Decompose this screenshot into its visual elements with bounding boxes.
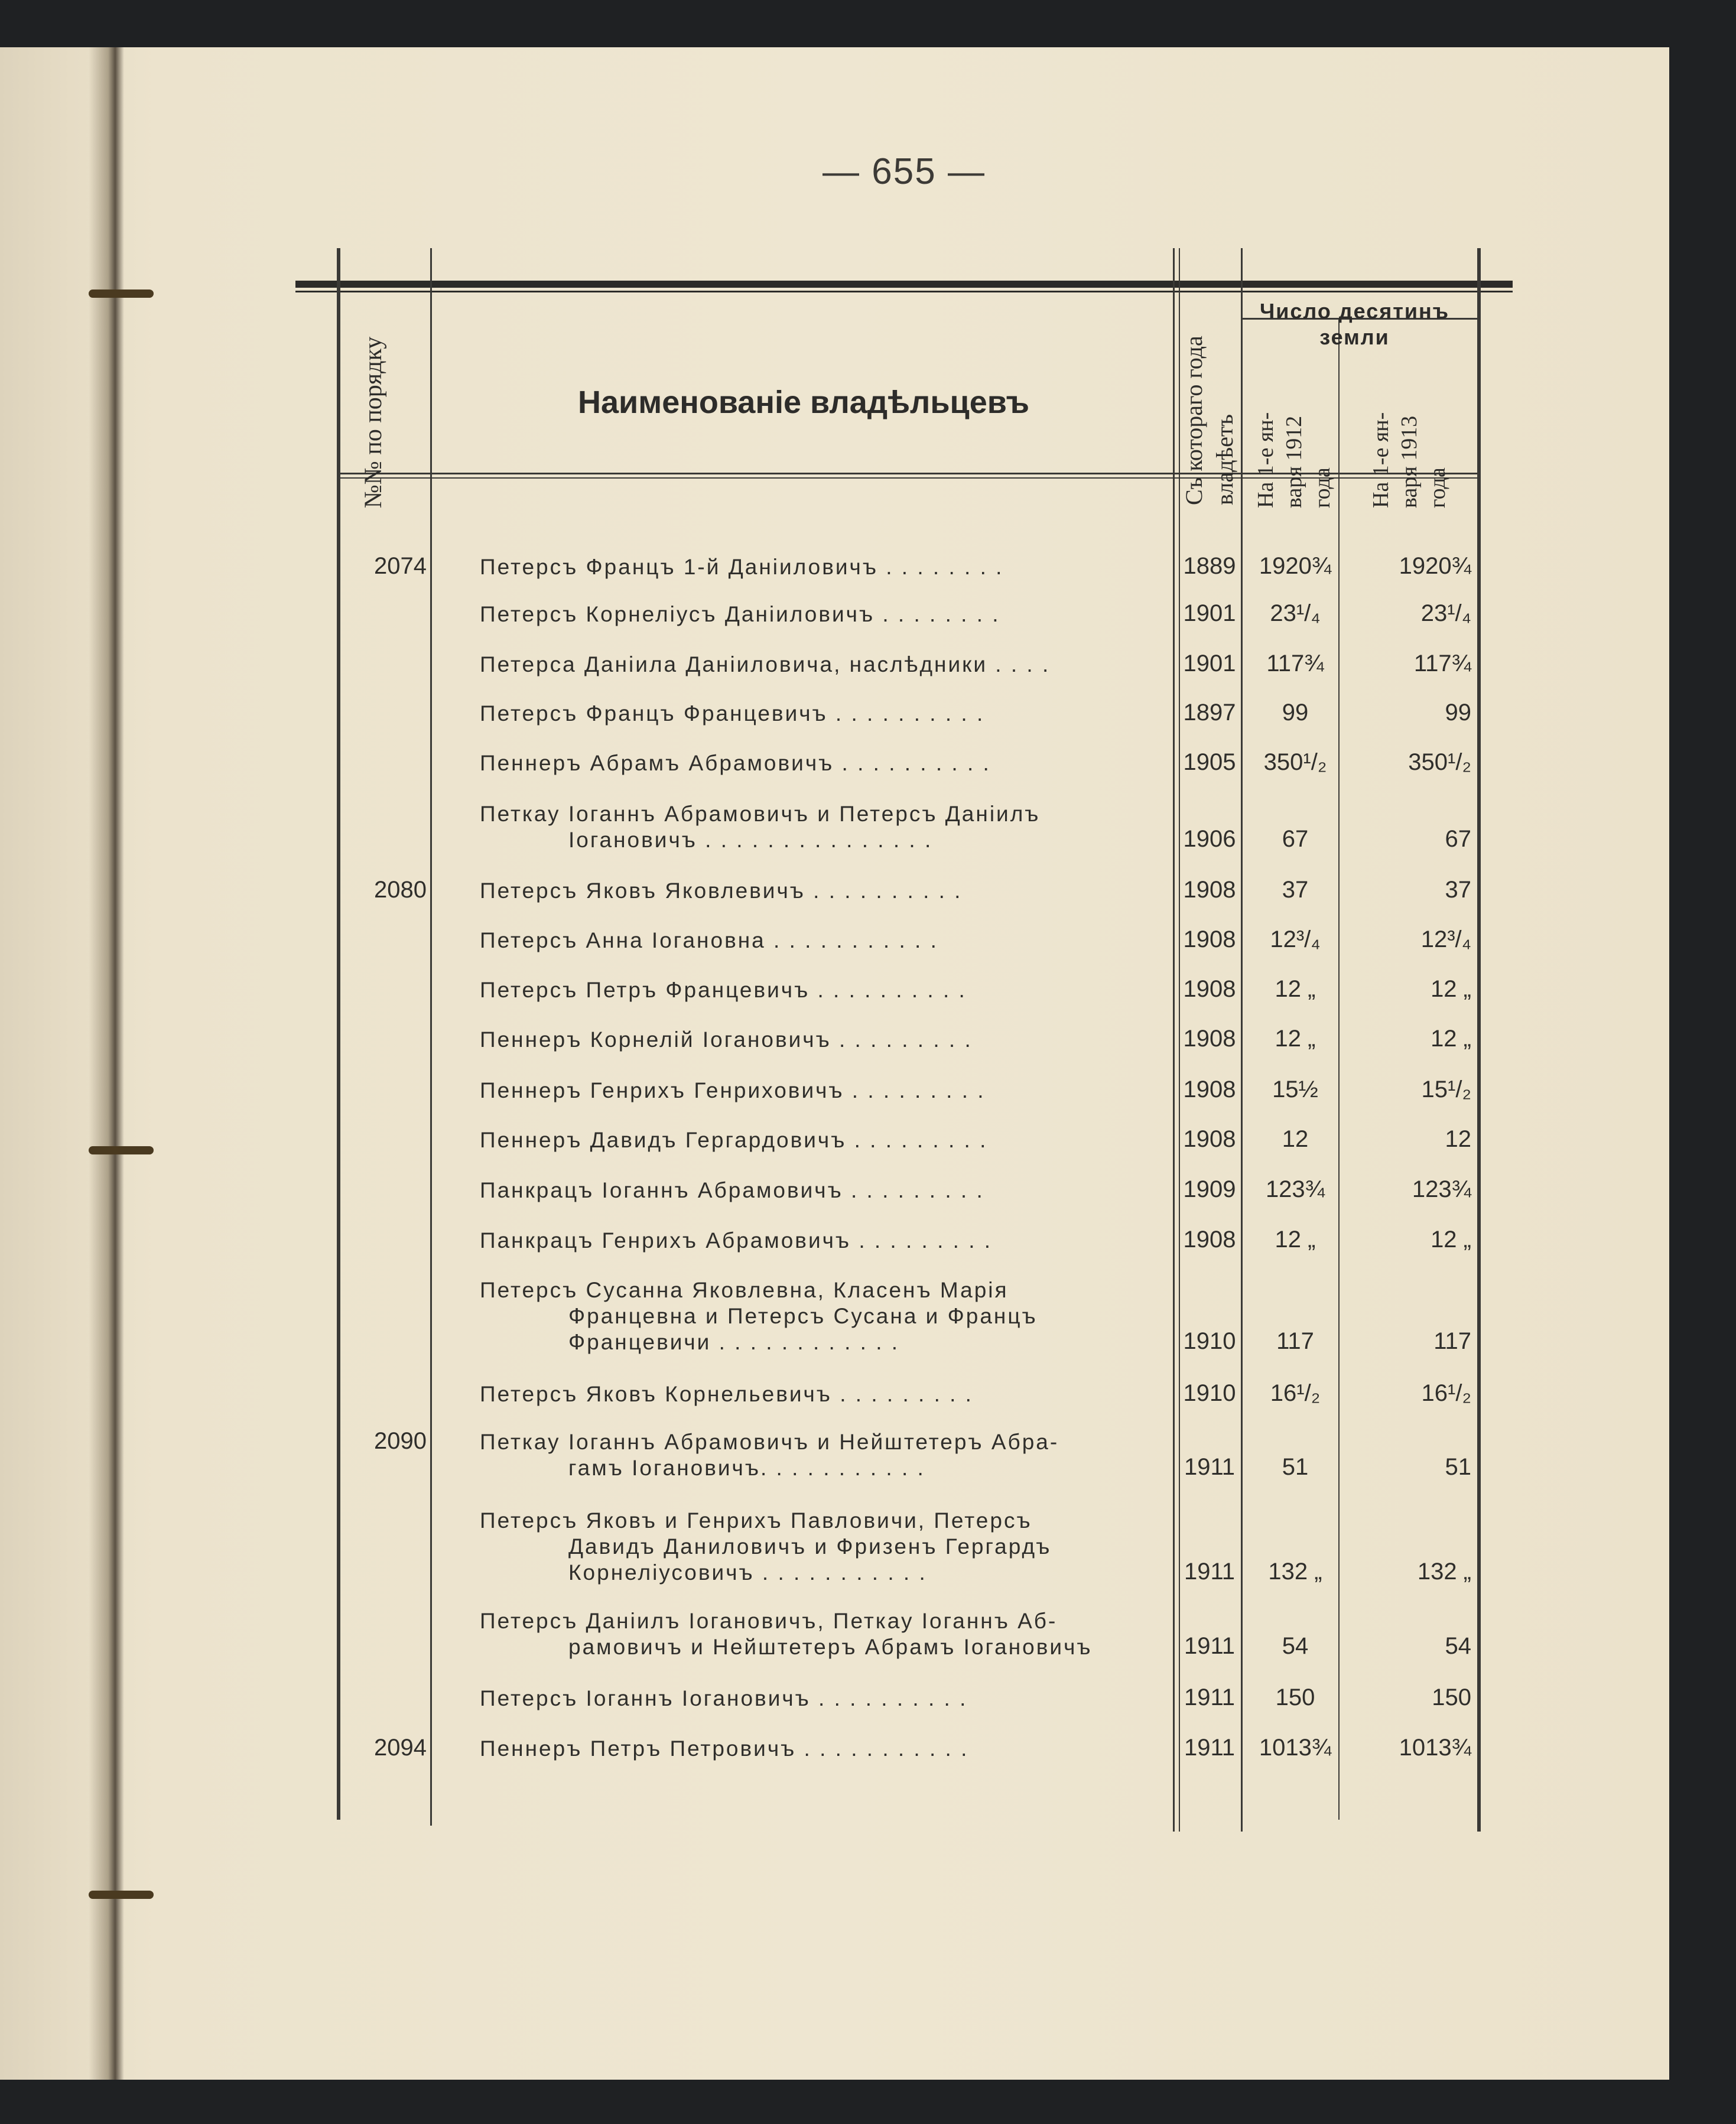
area-1913: 12 bbox=[1445, 1126, 1471, 1152]
owner-name-line: Давидъ Даниловичъ и Фризенъ Гергардъ bbox=[568, 1534, 1052, 1559]
column-divider bbox=[1338, 319, 1340, 1820]
owner-name-line: Петерсъ Яковъ Корнельевичъ . . . . . . . . . bbox=[480, 1382, 973, 1406]
owner-name-line: Пеннеръ Корнелій Іогановичъ . . . . . . . . . bbox=[480, 1027, 973, 1052]
area-1913: 132 „ bbox=[1417, 1559, 1471, 1585]
area-1913: 1920¾ bbox=[1399, 553, 1471, 579]
area-1912: 99 bbox=[1282, 700, 1309, 726]
area-1912: 12 „ bbox=[1275, 976, 1316, 1002]
area-1913: 1013¾ bbox=[1399, 1735, 1471, 1761]
header-1913 bbox=[1359, 369, 1459, 511]
binding-stitch bbox=[89, 1146, 154, 1154]
area-1912: 12 „ bbox=[1275, 1227, 1316, 1253]
owner-name-line: Іогановичъ . . . . . . . . . . . . . . . bbox=[568, 828, 933, 852]
owner-name-line: Петерса Даніила Даніиловича, наслѣдники . . . . bbox=[480, 652, 1051, 676]
owner-name bbox=[480, 1381, 1171, 1407]
since-year: 1908 bbox=[1183, 976, 1236, 1002]
area-1912: 150 bbox=[1275, 1684, 1315, 1710]
since-year: 1889 bbox=[1183, 553, 1236, 579]
owner-name-line: Пеннеръ Петръ Петровичъ . . . . . . . . . . . bbox=[480, 1736, 969, 1761]
owner-name bbox=[480, 554, 1171, 580]
row-number: 2090 bbox=[374, 1428, 427, 1454]
column-divider bbox=[1173, 248, 1175, 1832]
header-1912 bbox=[1244, 369, 1344, 511]
area-1912: 16¹/₂ bbox=[1270, 1380, 1321, 1406]
area-1912: 15½ bbox=[1272, 1076, 1318, 1102]
owner-name-line: Францевна и Петерсъ Сусана и Францъ bbox=[568, 1304, 1038, 1328]
since-year: 1910 bbox=[1183, 1380, 1236, 1406]
owner-name-line: Пеннеръ Давидъ Гергардовичъ . . . . . . . . . bbox=[480, 1128, 988, 1152]
header-1913-label: На 1-е ян- варя 1913 года bbox=[1368, 412, 1450, 508]
since-year: 1905 bbox=[1183, 749, 1236, 775]
area-1913: 12³/₄ bbox=[1420, 926, 1471, 952]
owner-name bbox=[480, 1686, 1171, 1712]
area-1912: 1013¾ bbox=[1259, 1735, 1332, 1761]
row-number: 2094 bbox=[374, 1735, 427, 1761]
header-owner-name: Наименованіе владѣльцевъ bbox=[578, 385, 1029, 420]
since-year: 1897 bbox=[1183, 700, 1236, 726]
area-1912: 123¾ bbox=[1265, 1176, 1325, 1202]
owner-name-line: рамовичъ и Нейштетеръ Абрамъ Іогановичъ bbox=[568, 1635, 1093, 1659]
area-1912: 12³/₄ bbox=[1270, 926, 1321, 952]
area-1913: 117 bbox=[1433, 1328, 1471, 1354]
owner-name bbox=[480, 1178, 1171, 1204]
owner-name-line: Панкрацъ Генрихъ Абрамовичъ . . . . . . . . . bbox=[480, 1228, 993, 1253]
area-1913: 123¾ bbox=[1412, 1176, 1471, 1202]
owner-name-line: Петкау Іоганнъ Абрамовичъ и Нейштетеръ Абра- bbox=[480, 1430, 1059, 1454]
table-top-rule bbox=[295, 281, 1513, 288]
header-row-number-label: №№ по порядку bbox=[360, 336, 387, 509]
since-year: 1908 bbox=[1183, 926, 1236, 952]
since-year: 1908 bbox=[1183, 1026, 1236, 1052]
since-year: 1908 bbox=[1183, 1076, 1236, 1102]
owner-name-line: Петерсъ Францъ 1-й Даніиловичъ . . . . . . . . bbox=[480, 555, 1004, 579]
area-1913: 12 „ bbox=[1431, 1227, 1471, 1253]
header-since-year bbox=[1177, 298, 1242, 517]
since-year: 1911 bbox=[1184, 1559, 1235, 1585]
binding-stitch bbox=[89, 290, 154, 298]
owner-name bbox=[480, 928, 1171, 954]
since-year: 1911 bbox=[1184, 1735, 1235, 1761]
since-year: 1910 bbox=[1183, 1328, 1236, 1354]
area-1913: 51 bbox=[1445, 1454, 1471, 1480]
area-1912: 12 „ bbox=[1275, 1026, 1316, 1052]
area-1912: 1920¾ bbox=[1259, 553, 1332, 579]
owner-name-line: Корнеліусовичъ . . . . . . . . . . . bbox=[568, 1560, 927, 1585]
owner-name-line: Пеннеръ Абрамъ Абрамовичъ . . . . . . . . . . bbox=[480, 751, 991, 775]
area-1913: 12 „ bbox=[1431, 976, 1471, 1002]
owner-name bbox=[480, 1736, 1171, 1762]
owner-name-line: Пеннеръ Генрихъ Генриховичъ . . . . . . . . . bbox=[480, 1078, 986, 1102]
area-1912: 51 bbox=[1282, 1454, 1309, 1480]
area-1913: 67 bbox=[1445, 826, 1471, 852]
owner-name-line: Панкрацъ Іоганнъ Абрамовичъ . . . . . . . . . bbox=[480, 1178, 984, 1202]
since-year: 1909 bbox=[1183, 1176, 1236, 1202]
owner-name-line: Петерсъ Іоганнъ Іогановичъ . . . . . . . . . . bbox=[480, 1686, 968, 1710]
owner-name-line: Петерсъ Сусанна Яковлевна, Класенъ Марія bbox=[480, 1278, 1009, 1302]
area-1913: 117¾ bbox=[1413, 650, 1471, 676]
owner-name-line: Петкау Іоганнъ Абрамовичъ и Петерсъ Даніилъ bbox=[480, 802, 1041, 826]
page-number: — 655 — bbox=[823, 151, 986, 192]
header-since-year-label: Съ котораго года владѣетъ bbox=[1181, 336, 1238, 505]
owner-name bbox=[480, 977, 1171, 1003]
area-1912: 23¹/₄ bbox=[1270, 600, 1321, 626]
area-1913: 54 bbox=[1445, 1633, 1471, 1659]
header-1912-label: На 1-е ян- варя 1912 года bbox=[1253, 412, 1335, 508]
since-year: 1901 bbox=[1183, 650, 1236, 676]
area-1913: 12 „ bbox=[1431, 1026, 1471, 1052]
owner-name bbox=[480, 1127, 1171, 1153]
owner-name bbox=[480, 1277, 1171, 1355]
area-1912: 37 bbox=[1282, 877, 1309, 903]
area-1912: 350¹/₂ bbox=[1263, 749, 1327, 775]
owner-name bbox=[480, 1608, 1171, 1660]
owner-name bbox=[480, 1508, 1171, 1586]
area-1913: 99 bbox=[1445, 700, 1471, 726]
owner-name-line: Петерсъ Анна Іогановна . . . . . . . . . . . bbox=[480, 928, 938, 952]
area-1912: 117 bbox=[1276, 1328, 1314, 1354]
owner-name-line: Францевичи . . . . . . . . . . . . bbox=[568, 1330, 900, 1354]
owner-name bbox=[480, 1429, 1171, 1481]
owner-name bbox=[480, 1078, 1171, 1104]
book-spine-shadow bbox=[89, 47, 124, 2080]
area-1913: 16¹/₂ bbox=[1421, 1380, 1471, 1406]
owner-name bbox=[480, 601, 1171, 627]
since-year: 1908 bbox=[1183, 1126, 1236, 1152]
book-page bbox=[0, 47, 1669, 2080]
owner-name-line: гамъ Іогановичъ. . . . . . . . . . . bbox=[568, 1456, 925, 1480]
area-1913: 350¹/₂ bbox=[1408, 749, 1471, 775]
column-divider bbox=[430, 248, 432, 1826]
owner-name-line: Петерсъ Францъ Францевичъ . . . . . . . . . . bbox=[480, 701, 985, 726]
owner-name bbox=[480, 878, 1171, 904]
owner-name bbox=[480, 701, 1171, 727]
row-number: 2080 bbox=[374, 877, 427, 903]
owner-name bbox=[480, 1228, 1171, 1254]
table-right-border bbox=[1477, 248, 1481, 1832]
since-year: 1911 bbox=[1184, 1684, 1235, 1710]
owner-name-line: Петерсъ Петръ Францевичъ . . . . . . . . . . bbox=[480, 978, 967, 1002]
since-year: 1911 bbox=[1184, 1633, 1235, 1659]
table-top-rule-thin bbox=[295, 291, 1513, 292]
header-land-area-group: Число десятинъ земли bbox=[1259, 299, 1449, 349]
since-year: 1901 bbox=[1183, 600, 1236, 626]
area-1913: 150 bbox=[1432, 1684, 1471, 1710]
header-row-number bbox=[350, 325, 397, 520]
area-1912: 54 bbox=[1282, 1633, 1309, 1659]
row-number: 2074 bbox=[374, 553, 427, 579]
area-1912: 67 bbox=[1282, 826, 1309, 852]
owner-name bbox=[480, 652, 1171, 678]
area-1913: 23¹/₄ bbox=[1420, 600, 1471, 626]
area-1913: 15¹/₂ bbox=[1421, 1076, 1471, 1102]
owner-name bbox=[480, 750, 1171, 776]
owner-name-line: Петерсъ Яковъ Яковлевичъ . . . . . . . . . . bbox=[480, 879, 963, 903]
owner-name-line: Петерсъ Корнеліусъ Даніиловичъ . . . . . . . . bbox=[480, 602, 1000, 626]
owner-name bbox=[480, 801, 1171, 853]
area-1912: 117¾ bbox=[1266, 650, 1324, 676]
owner-name bbox=[480, 1027, 1171, 1053]
area-1913: 37 bbox=[1445, 877, 1471, 903]
area-1912: 12 bbox=[1282, 1126, 1309, 1152]
table-left-border bbox=[337, 248, 340, 1820]
owner-name-line: Петерсъ Яковъ и Генрихъ Павловичи, Петерсъ bbox=[480, 1508, 1032, 1533]
since-year: 1908 bbox=[1183, 877, 1236, 903]
since-year: 1911 bbox=[1184, 1454, 1235, 1480]
binding-stitch bbox=[89, 1891, 154, 1899]
area-1912: 132 „ bbox=[1268, 1559, 1322, 1585]
since-year: 1906 bbox=[1183, 826, 1236, 852]
owner-name-line: Петерсъ Даніилъ Іогановичъ, Петкау Іоганнъ Аб- bbox=[480, 1609, 1058, 1633]
since-year: 1908 bbox=[1183, 1227, 1236, 1253]
